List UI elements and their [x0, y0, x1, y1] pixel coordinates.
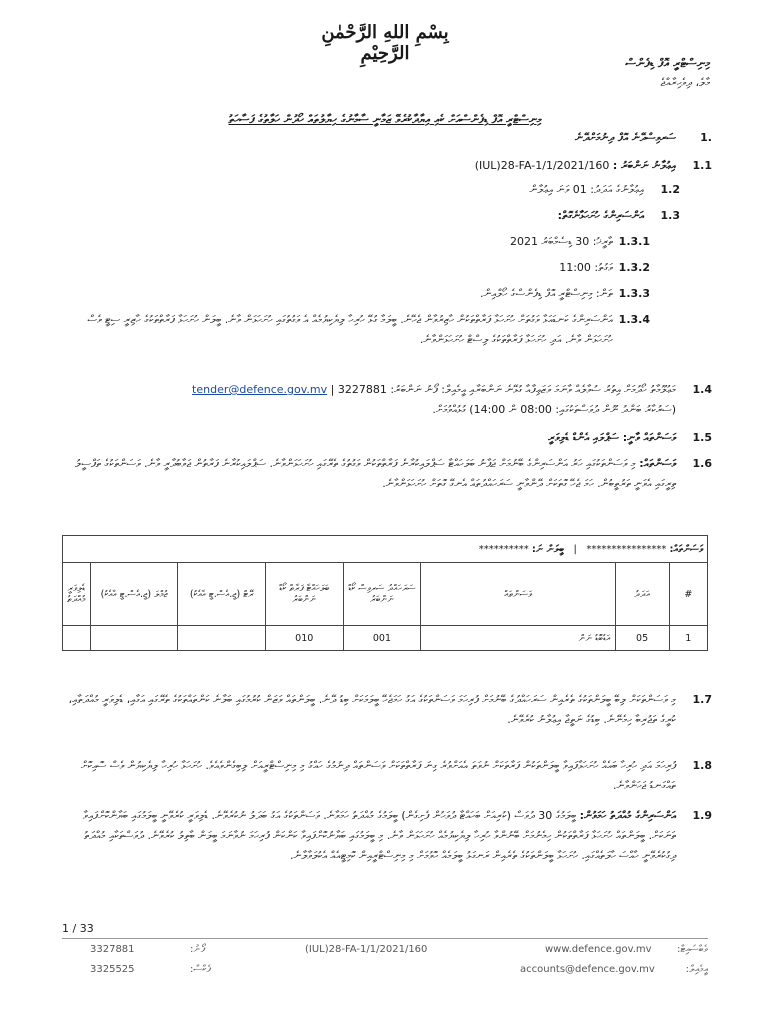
- page-number: 1 / 33: [62, 922, 94, 935]
- footer-phone-label: ފޯނު:: [190, 944, 205, 955]
- section-1-4: 1.4 މަޢުލޫމާތު ހޯދުމަށް އިތުރު ސުވާލެއް ވާނަމަ ވަޒަޢިފާއާ ގުޅޭނެ ނަންބަރާއި އީމެއިލް: tender@defence.gov.mv | ފޯނު ނަންބަރު: 3227881 (ސަރުކާރު ބަންދު ނޫން ދުވަސްތަކުގައި: 08:00 ން 14:00) ގުޅުއްވުމަށް.: [58, 380, 712, 420]
- announcement-number-label: އިޢުލާނު ނަންބަރު :: [612, 159, 676, 172]
- footer-website[interactable]: www.defence.gov.mv: [545, 944, 652, 955]
- row-delivery[interactable]: [63, 626, 91, 651]
- column-header: އަދަދު: [615, 563, 669, 626]
- column-header: ޑެލިވަރީ މުއްދަތު: [63, 563, 91, 626]
- document-title: މިނިސްޓްރީ އޮފް ޑިފެންސްއަށް ކެއި އިޔާދާކުރެވޭ ޒަމާނީ ސާމާނުގެ ހިޔާލުތައް ހޯދުން ހަލާތުގެ ފަސާހަތު: [228, 112, 542, 126]
- section-text: ފުރިހަމަ އަދި ހުރިހާ ބައެއް ހުށަހަޅާފައިވާ ބީލަންތަކުން ފަރާތަކަށް ނުވަތަ އެއަށްވުރެ ގިނަ ފަރާތްތަކަށް ވަސަންތައް ދިނުމުގެ ހައްގު މި މިނިސްޓްރީއަށް ލިބިގެންވެއެވެ. ހުށަހަޅާ ހުރިހާ ލިޔެކިޔުން ވެސް ސޮއިކޮށް ތައްގަނޑު ޖަހަންވާނެ.: [80, 759, 676, 792]
- column-header: ސަރަހައްދު ސަރވިސް ކޯޑް ނަންބަރު: [343, 563, 421, 626]
- footer-email-label: އީމެއިލް:: [685, 964, 708, 975]
- opening-year: 2021: [510, 235, 538, 248]
- footer-phone: 3327881: [90, 944, 135, 955]
- section-number: 1.3.1: [618, 235, 650, 248]
- row-rate[interactable]: [178, 626, 266, 651]
- footer-email[interactable]: accounts@defence.gov.mv: [520, 964, 655, 975]
- section-1-8: [58, 756, 712, 796]
- section-1-2: [58, 180, 680, 200]
- section-text: ބީލަމުގެ 30 ދުވަސް (ކުރިއަށް ބަހައްޓާ ދުވަހުން ފެށިގެން) ބީލަމުގެ މުއްދަތު ހަމަވާނެ. ވަސަންތަކުގެ އަގު ބަދަލު ނުކުރެވޭނެ. ޑެލިވަރީ ކުރެވޭނީ ބީލަމުގައި ބަޔާންކޮށްފައިވާ ތަނަކަށް. ބީލަންތައް ހުށަހަޅާ ފަރާތްތަކުން ހިމެނުމަށް ބޭނުންވާ ހުރިހާ ލިޔެކިޔުމެއް ހުށަހަޅަން ވާނެ. މި ބީލަމުގައި ބަޔާނުކޮށްފައިވާ ކަންކަން ފުރިހަމަ ނުވާނަމަ ބީލަން ބާތިލު ކުރެވޭނެ. ދުވަސްތަކާއި މުއްދަތު ދިގުކުރެވޭނީ ހާއްސަ ހާލަތެއްގައި. ހުށަހަޅާ ބީލަންތަކުގެ ތެރެއިން ރަނގަޅު ބީލަމެއް ހޮވުމަށް މި މިނިސްޓްރީއިން ކޮމިޓީއެއް އެކުލަވާލާނެ.: [83, 809, 676, 862]
- vendor-value: ****************: [586, 543, 667, 555]
- section-1-3: [58, 206, 680, 226]
- contact-text: މަޢުލޫމާތު ހޯދުމަށް އިތުރު ސުވާލެއް ވާނަމަ ވަޒަޢިފާއާ ގުޅޭނެ ނަންބަރާއި އީމެއިލް:: [441, 383, 676, 396]
- organization-location: މާލެ، ދިވެހިރާއްޖެ: [660, 76, 710, 89]
- section-text: ސަރވިސްދޭނެ އޮފް ދިނުމަށްދޭނެ: [575, 131, 676, 144]
- section-number: 1.1: [692, 159, 712, 172]
- reference-value: **********: [478, 543, 529, 555]
- section-1-7: [58, 690, 712, 730]
- row-quantity: 05: [615, 626, 669, 651]
- section-1-9: [58, 806, 712, 866]
- row-item: އަޑުބޮޑު ނަން: [421, 626, 615, 651]
- section-number: 1.2: [660, 183, 680, 196]
- section-label: އަންސަރިންގެ މުއްދަތު ހަމަވުން:: [579, 809, 676, 822]
- organization-name: މިނިސްޓްރީ އޮފް ޑިފެންސް: [625, 56, 710, 70]
- section-label: ވަސަންތައް:: [639, 457, 676, 470]
- bid-table: [62, 535, 708, 651]
- bid-table-columns: [63, 563, 708, 626]
- footer-divider: [62, 938, 708, 939]
- column-header: #: [669, 563, 707, 626]
- row-code-2: 010: [265, 626, 343, 651]
- section-1-6: [58, 454, 712, 494]
- bid-table-header-row: ވަސަންތައް: **************** | ބީލަން ނަ: **********: [63, 536, 708, 563]
- reference-label: ބީލަން ނަ:: [531, 543, 564, 555]
- table-row: [63, 626, 708, 651]
- footer-reference: (IUL)28-FA-1/1/2021/160: [305, 944, 428, 955]
- column-header: ބަލަހައްޓާ ފަރާތް ކޯޑް ނަންބަރު: [265, 563, 343, 626]
- opening-date-label: ތާރީޚު: 30 ޑިސެމްބަރު: [541, 235, 613, 248]
- footer-fax: 3325525: [90, 964, 135, 975]
- column-header: ރޭޓް (ޖީ.އެސް.ޓީ އާއެކު): [178, 563, 266, 626]
- section-text: ތަން: މިނިސްޓްރީ އޮފް ޑިފެންސްގެ ހޯލްއިން.: [479, 287, 613, 300]
- section-1-1: [58, 156, 712, 176]
- section-number: 1.6: [692, 457, 712, 470]
- section-text: އިޢުލާނުގެ އަދަދު: 01 ވަނަ އިޢުލާން: [529, 183, 644, 196]
- column-header: ވަސަންތައް: [421, 563, 615, 626]
- row-code-1: 001: [343, 626, 421, 651]
- section-number: 1.3: [660, 209, 680, 222]
- contact-phone-label: ފޯނު ނަންބަރު:: [390, 383, 438, 396]
- row-total[interactable]: [90, 626, 178, 651]
- contact-phone: 3227881: [337, 383, 387, 396]
- footer-website-label: ވެބްސައިޓް:: [676, 944, 708, 955]
- section-number: 1.8: [692, 759, 712, 772]
- bismillah-calligraphy: بِسْمِ اللهِ الرَّحْمٰنِ الرَّحِيْمِ: [321, 22, 449, 64]
- column-header: ޖުމްލަ (ޖީ.އެސް.ޓީ އާއެކު): [90, 563, 178, 626]
- section-1: [58, 128, 712, 148]
- section-1-3-3: [58, 284, 650, 304]
- row-number: 1: [669, 626, 707, 651]
- section-number: 1.3.4: [618, 313, 650, 326]
- section-number: 1.5: [692, 431, 712, 444]
- footer-fax-label: ފެކްސް:: [190, 964, 211, 975]
- section-text: އަންސަރިންގެ ހުށަހަޅާނެގޮތް:: [557, 209, 644, 222]
- tender-email-link[interactable]: tender@defence.gov.mv: [192, 383, 328, 396]
- section-number: 1.9: [692, 809, 712, 822]
- section-1-3-1: [58, 232, 650, 252]
- section-number: 1.7: [692, 693, 712, 706]
- section-1-5: [58, 428, 712, 448]
- section-number: 1.3.2: [618, 261, 650, 274]
- section-text: ވަސަންތައް ވާނީ: ސަޕްލައި އެންޑް ޑެލިވަރީ: [548, 431, 676, 444]
- section-text: މި ވަސަންތަކަށް ލިބޭ ބީލަންތަކުގެ ތެރެއިން ސަރަހައްދުގެ ބޭނުމަށް ފުރިހަމަ ވަސަންތަކުގެ އަގު ހަމަޖެހޭ ބީލަމަކަށް ބިޑު ދޭނެ. ބީލަންތައް ވަޒަން ކުރުމުގައި ބަލާނެ ކަންތައްތަކުގެ ތެރޭގައި އަގާއި، ޑެލިވަރީ މުއްދަތާއި، ކުރީގެ ތަޖުރިބާ ހިމެނޭނެ. ބިޑުގެ ނަތީޖާ އިޢުލާނު ކުރެވޭނެ.: [68, 693, 676, 726]
- announcement-number: (IUL)28-FA-1/1/2021/160: [474, 159, 610, 172]
- section-text: އަންސަރިންގެ ކަނޑައަޅާ ވަގުތަށް ހުށަހަޅާ ފަރާތްތަކުން ހާޒިރުވާން ޖެހޭނެ. ބީލަމާ ގުޅޭ ހުރިހާ ލިޔެކިޔުމެއް އެ ވަގުތުގައި ހުށަހަޅަން ވާނެ. ބީލަން ހުށަހަޅާ ފަރާތްތަކުގެ ހާޒިރީ ސިޓީ ވެސް ހުށަހަޅަން ވާނެ. އަދި ހުށަހަޅާ ފަރާތްތަކުގެ ލިސްޓް ހުށަހަޅަންވާނެ.: [87, 313, 613, 346]
- section-number: 1.3.3: [618, 287, 650, 300]
- opening-time-label: ވަގުތު:: [594, 261, 613, 274]
- section-1-3-2: [58, 258, 650, 278]
- section-number: 1.4: [692, 383, 712, 396]
- opening-time: 11:00: [559, 261, 591, 274]
- section-1-3-4: [58, 310, 650, 350]
- vendor-label: ވަސަންތައް:: [669, 543, 703, 555]
- section-number: 1.: [700, 131, 712, 144]
- contact-hours: (ސަރުކާރު ބަންދު ނޫން ދުވަސްތަކުގައި: 08:00 ން 14:00) ގުޅުއްވުމަށް.: [432, 403, 676, 416]
- section-text: މި ވަސަންތަކުގައި ހަރު އަންސަރިންގެ ބޭނުމަށް ޖަޕާނު ބަލަހައްޓާ ސަޕްލައިކުރާނެ ފަރާތްތަކުން ވަގުތުގެ ތެރޭގައި ހުށަހަޅަންވާނެ. ސަޕްލައިކުރާނެ ފަރާތުން ޖަވާބުދާރީ ވާނެ. ވަސަންތަކުގެ ތަފްސީލު ތިރީގައި އެވަނީ ތަރުތީބުން. ހަމަ ޖެހޭ ގޮތަކަށް ދޭންވާނީ ސަރަހައްދުތައް އެނގޭ ގޮތަށް ހުށަހަޅަންވާނެ.: [74, 457, 676, 490]
